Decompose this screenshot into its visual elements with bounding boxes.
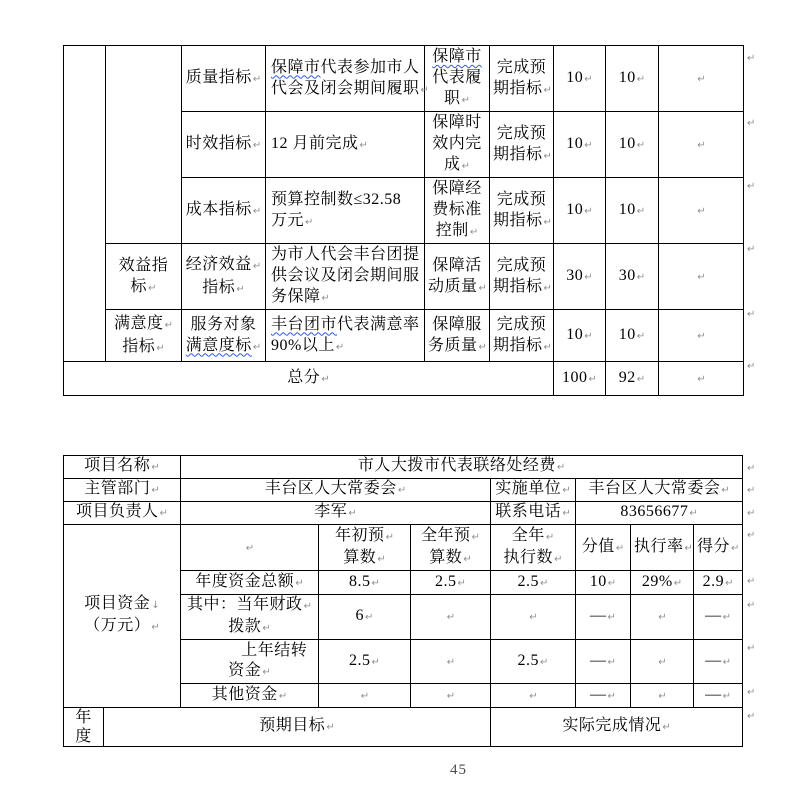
funds-label-cell: 项目资金↓ （万元）↵ bbox=[64, 525, 181, 708]
impl-value-cell: 丰台区人大常委会↵ bbox=[576, 479, 743, 502]
paragraph-mark-icon: ↵ bbox=[747, 118, 756, 129]
paragraph-mark-icon: ↵ bbox=[747, 687, 756, 698]
funds-value-cell: —↵ bbox=[576, 595, 631, 640]
funds-value-cell: —↵ bbox=[694, 595, 743, 640]
funds-header-points-cell: 分值↵ bbox=[576, 525, 631, 571]
manager-label-cell: 项目负责人↵ bbox=[64, 502, 181, 525]
page-number: 45 bbox=[450, 762, 467, 778]
indicator-group-cell: 效益指 标↵ bbox=[106, 244, 182, 310]
indicator-status-cell: 完成预 期指标↵ bbox=[490, 112, 554, 178]
indicator-group-cell: 满意度↵ 指标↵ bbox=[106, 310, 182, 362]
paragraph-mark-icon: ↵ bbox=[747, 576, 756, 587]
indicator-name-cell: 时效指标↵ bbox=[182, 112, 266, 178]
indicator-score-cell: 10↵ bbox=[606, 46, 659, 112]
phone-label-cell: 联系电话↵ bbox=[491, 502, 576, 525]
funds-row-label-cell: 年度资金总额↵ bbox=[181, 571, 319, 595]
funds-header-budget-year-cell: 全年预↵ 算数↵ bbox=[411, 525, 491, 571]
phone-value-cell: 83656677↵ bbox=[576, 502, 743, 525]
paragraph-mark-icon: ↵ bbox=[747, 530, 756, 541]
indicator-name-cell: 服务对象 满意度标↵ bbox=[182, 310, 266, 362]
indicator-points-cell: 10↵ bbox=[554, 178, 606, 244]
funds-value-cell: ↵ bbox=[491, 595, 576, 640]
indicator-desc-cell: 保障市代表参加市人 代会及闭会期间履职↵ bbox=[266, 46, 425, 112]
indicator-name-cell: 质量指标↵ bbox=[182, 46, 266, 112]
indicator-score-cell: 10↵ bbox=[606, 112, 659, 178]
funds-value-cell: ↵ bbox=[411, 684, 491, 708]
indicator-status-cell: 完成预 期指标↵ bbox=[490, 178, 554, 244]
total-label-cell: 总分↵ bbox=[64, 362, 554, 396]
funds-header-exec-rate-cell: 执行率↵ bbox=[631, 525, 694, 571]
indicator-result-cell: 保障服 务质量↵ bbox=[425, 310, 490, 362]
indicator-note-cell: ↵ bbox=[659, 46, 744, 112]
project-info-table bbox=[63, 455, 743, 747]
paragraph-mark-icon: ↵ bbox=[747, 361, 756, 372]
dept-label-cell: 主管部门↵ bbox=[64, 479, 181, 502]
funds-value-cell: —↵ bbox=[694, 684, 743, 708]
funds-value-cell: —↵ bbox=[576, 640, 631, 684]
indicator-name-cell: 成本指标↵ bbox=[182, 178, 266, 244]
indicator-note-cell: ↵ bbox=[659, 244, 744, 310]
funds-value-cell: 2.9↵ bbox=[694, 571, 743, 595]
funds-row-label-cell: 其中：当年财政↵ 拨款↵ bbox=[181, 595, 319, 640]
funds-value-cell: ↵ bbox=[631, 684, 694, 708]
indicator-note-cell: ↵ bbox=[659, 112, 744, 178]
funds-value-cell: ↵ bbox=[411, 595, 491, 640]
funds-value-cell: ↵ bbox=[491, 684, 576, 708]
funds-value-cell: 8.5↵ bbox=[319, 571, 411, 595]
paragraph-mark-icon: ↵ bbox=[747, 643, 756, 654]
indicator-result-cell: 保障时 效内完 成↵ bbox=[425, 112, 490, 178]
paragraph-mark-icon: ↵ bbox=[747, 485, 756, 496]
funds-value-cell: ↵ bbox=[631, 595, 694, 640]
indicator-status-cell: 完成预 期指标↵ bbox=[490, 310, 554, 362]
actual-completion-cell: 实际完成情况↵ bbox=[491, 708, 743, 747]
indicator-score-cell: 30↵ bbox=[606, 244, 659, 310]
indicator-status-cell: 完成预 期指标↵ bbox=[490, 46, 554, 112]
left-spacer-cell bbox=[64, 46, 106, 362]
paragraph-mark-icon: ↵ bbox=[747, 244, 756, 255]
paragraph-mark-icon: ↵ bbox=[747, 309, 756, 320]
indicator-result-cell: 保障活 动质量↵ bbox=[425, 244, 490, 310]
paragraph-mark-icon: ↵ bbox=[747, 181, 756, 192]
funds-blank-header-cell: ↵ bbox=[181, 525, 319, 571]
paragraph-mark-icon: ↵ bbox=[747, 711, 756, 722]
manager-value-cell: 李军↵ bbox=[181, 502, 491, 525]
total-note-cell: ↵ bbox=[659, 362, 744, 396]
total-points-cell: 100↵ bbox=[554, 362, 606, 396]
paragraph-mark-icon: ↵ bbox=[747, 508, 756, 519]
indicator-result-cell: 保障经 费标准 控制↵ bbox=[425, 178, 490, 244]
indicator-desc-cell: 预算控制数≤32.58 万元↵ bbox=[266, 178, 425, 244]
indicator-note-cell: ↵ bbox=[659, 178, 744, 244]
indicator-desc-cell: 为市人代会丰台团提 供会议及闭会期间服 务保障↵ bbox=[266, 244, 425, 310]
performance-table bbox=[63, 45, 744, 396]
indicator-desc-cell: 丰台团市代表满意率 90%以上↵ bbox=[266, 310, 425, 362]
expected-goal-cell: 预期目标↵ bbox=[104, 708, 491, 747]
indicator-note-cell: ↵ bbox=[659, 310, 744, 362]
paragraph-mark-icon: ↵ bbox=[747, 600, 756, 611]
funds-header-budget-begin-cell: 年初预↵ 算数↵ bbox=[319, 525, 411, 571]
funds-value-cell: 2.5↵ bbox=[411, 571, 491, 595]
paragraph-mark-icon: ↵ bbox=[747, 463, 756, 474]
indicator-status-cell: 完成预 期指标↵ bbox=[490, 244, 554, 310]
project-name-label-cell: 项目名称↵ bbox=[64, 456, 181, 479]
funds-value-cell: ↵ bbox=[319, 684, 411, 708]
total-score-cell: 92↵ bbox=[606, 362, 659, 396]
indicator-desc-cell: 12 月前完成↵ bbox=[266, 112, 425, 178]
year-label-cell: 年 度 bbox=[64, 708, 104, 747]
indicator-group-cell bbox=[106, 46, 182, 244]
impl-label-cell: 实施单位↵ bbox=[491, 479, 576, 502]
funds-value-cell: 2.5↵ bbox=[491, 571, 576, 595]
funds-value-cell: —↵ bbox=[694, 640, 743, 684]
funds-row-label-cell: 其他资金↵ bbox=[181, 684, 319, 708]
funds-value-cell: 2.5↵ bbox=[319, 640, 411, 684]
indicator-points-cell: 30↵ bbox=[554, 244, 606, 310]
indicator-points-cell: 10↵ bbox=[554, 310, 606, 362]
indicator-result-cell: 保障市 代表履 职↵ bbox=[425, 46, 490, 112]
project-name-value-cell: 市人大拨市代表联络处经费↵ bbox=[181, 456, 743, 479]
funds-value-cell: ↵ bbox=[631, 640, 694, 684]
funds-value-cell: 10↵ bbox=[576, 571, 631, 595]
funds-header-exec-year-cell: 全年↵ 执行数↵ bbox=[491, 525, 576, 571]
funds-value-cell: 6↵ bbox=[319, 595, 411, 640]
indicator-score-cell: 10↵ bbox=[606, 178, 659, 244]
indicator-name-cell: 经济效益↵ 指标↵ bbox=[182, 244, 266, 310]
funds-value-cell: —↵ bbox=[576, 684, 631, 708]
funds-header-score-cell: 得分↵ bbox=[694, 525, 743, 571]
paragraph-mark-icon: ↵ bbox=[747, 53, 756, 64]
indicator-points-cell: 10↵ bbox=[554, 46, 606, 112]
funds-row-label-cell: 上年结转 资金↵ bbox=[181, 640, 319, 684]
dept-value-cell: 丰台区人大常委会↵ bbox=[181, 479, 491, 502]
funds-value-cell: 29%↵ bbox=[631, 571, 694, 595]
indicator-score-cell: 10↵ bbox=[606, 310, 659, 362]
funds-value-cell: ↵ bbox=[411, 640, 491, 684]
funds-value-cell: 2.5↵ bbox=[491, 640, 576, 684]
indicator-points-cell: 10↵ bbox=[554, 112, 606, 178]
